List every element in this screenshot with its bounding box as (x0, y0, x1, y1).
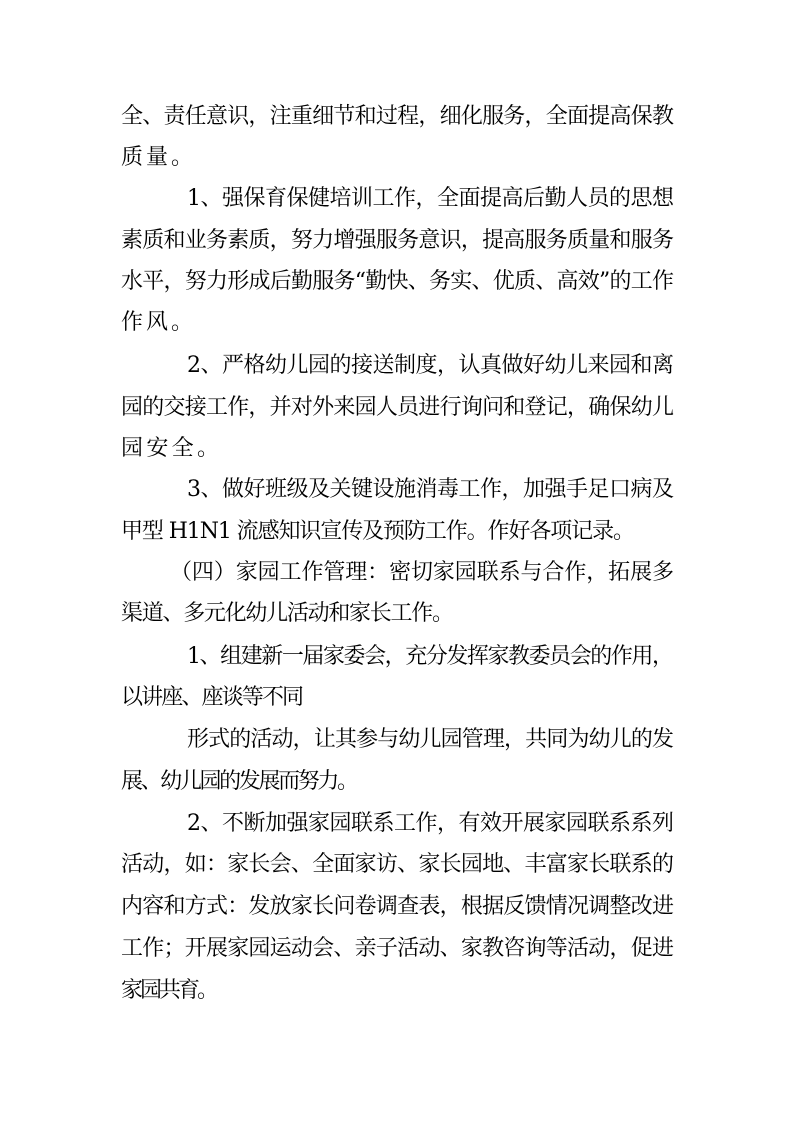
text-line (0, 554, 794, 592)
text-line (0, 513, 794, 551)
line-text: 园安全。 (121, 436, 223, 461)
line-text: 2、不断加强家园联系工作，有效开展家园联系系列 (187, 811, 674, 836)
line-text: 活动，如：家长会、全面家访、家长园地、丰富家长联系的 (121, 852, 674, 877)
text-line (0, 180, 794, 218)
line-text: （四）家园工作管理：密切家园联系与合作，拓展多 (170, 560, 674, 585)
line-text: 1、组建新一届家委会，充分发挥家教委员会的作用， (187, 644, 673, 669)
line-text: 素质和业务素质，努力增强服务意识，提高服务质量和服务 (121, 228, 674, 253)
text-line (0, 888, 794, 926)
text-line (0, 638, 794, 676)
text-line (0, 846, 794, 884)
line-text: 以讲座、座谈等不同 (121, 685, 303, 710)
text-line (0, 389, 794, 427)
text-line (0, 430, 794, 468)
text-line (0, 721, 794, 759)
line-text: 作风。 (121, 310, 196, 335)
text-line (0, 972, 794, 1010)
text-line (0, 679, 794, 717)
line-text: 展、幼儿园的发展而努力。 (121, 769, 357, 794)
line-text: 园的交接工作，并对外来园人员进行询问和登记，确保幼儿 (121, 395, 674, 420)
line-text: 形式的活动，让其参与幼儿园管理，共同为幼儿的发 (187, 727, 674, 752)
line-text: 3、做好班级及关键设施消毒工作，加强手足口病及 (187, 477, 674, 502)
text-line (0, 763, 794, 801)
text-line (0, 98, 794, 136)
line-text: 内容和方式：发放家长问卷调查表，根据反馈情况调整改进 (121, 894, 674, 919)
text-line (0, 139, 794, 177)
line-text: 家园共育。 (121, 978, 216, 1003)
text-line (0, 304, 794, 342)
line-text: 甲型 H1N1 流感知识宣传及预防工作。作好各项记录。 (121, 519, 634, 544)
line-text: 工作；开展家园运动会、亲子活动、家教咨询等活动，促进 (121, 936, 674, 961)
line-text: 2、严格幼儿园的接送制度，认真做好幼儿来园和离 (187, 353, 674, 378)
text-line (0, 595, 794, 633)
text-line (0, 805, 794, 843)
line-text: 1、强保育保健培训工作，全面提高后勤人员的思想 (187, 186, 674, 211)
text-line (0, 930, 794, 968)
text-line (0, 347, 794, 385)
line-text: 质量。 (121, 145, 196, 170)
line-text: 水平，努力形成后勤服务“勤快、务实、优质、高效”的工作 (121, 269, 674, 294)
text-line (0, 263, 794, 301)
line-text: 全、责任意识，注重细节和过程，细化服务，全面提高保教 (121, 104, 674, 129)
text-line (0, 222, 794, 260)
text-line (0, 471, 794, 509)
line-text: 渠道、多元化幼儿活动和家长工作。 (121, 601, 453, 626)
